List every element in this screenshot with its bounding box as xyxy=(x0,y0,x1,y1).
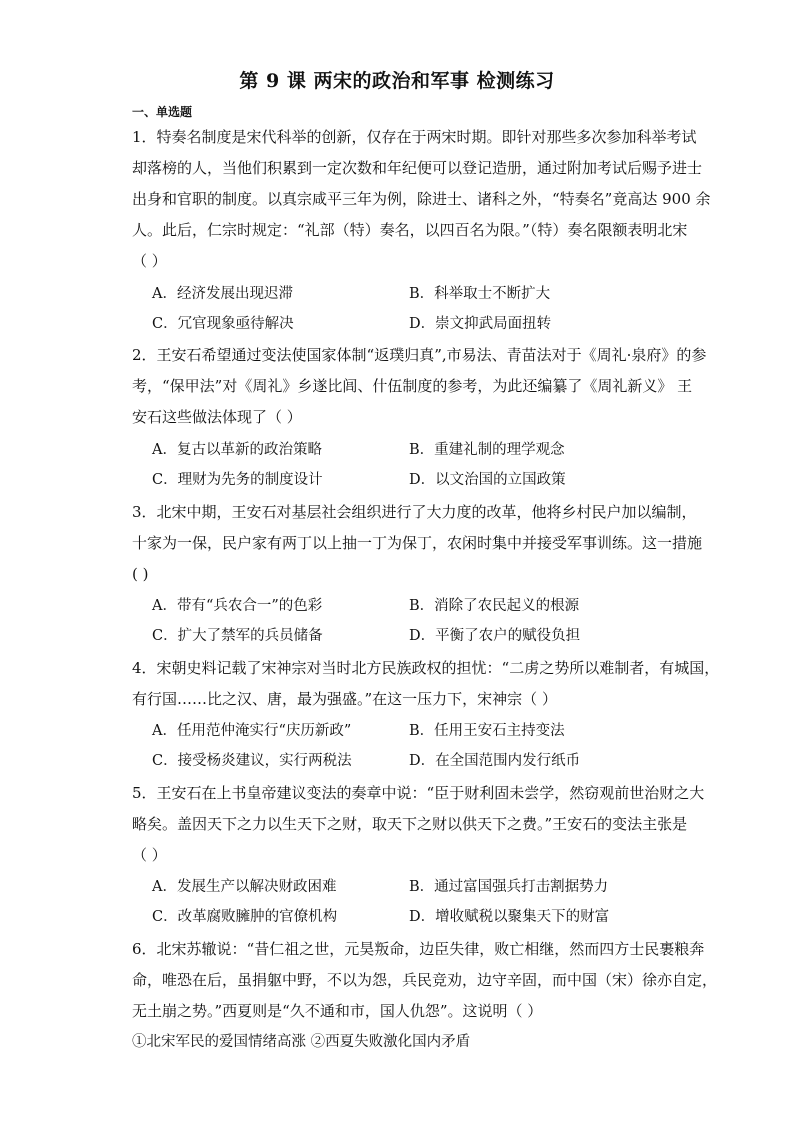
question-5-line: （ ） xyxy=(132,846,167,864)
question-2-line: 2．王安石希望通过变法使国家体制“返璞归真”,市易法、青苗法对于《周礼·泉府》的参 xyxy=(132,346,707,364)
q1-option-b: B．科举取士不断扩大 xyxy=(409,286,551,302)
question-5-line: 略矣。盖因天下之力以生天下之财，取天下之财以供天下之费。”王安石的变法主张是 xyxy=(132,815,688,833)
q2-option-d: D．以文治国的立国政策 xyxy=(409,472,566,488)
question-6-line: 6．北宋苏辙说：“昔仁祖之世，元昊叛命，边臣失律，败亡相继，然而四方士民裹粮奔 xyxy=(132,940,705,958)
question-1-line: 1．特奏名制度是宋代科举的创新，仅存在于两宋时期。即针对那些多次参加科举考试 xyxy=(132,128,697,146)
page-title: 第 9 课 两宋的政治和军事 检测练习 xyxy=(239,70,555,92)
q4-option-a: A．任用范仲淹实行“庆历新政” xyxy=(152,723,352,739)
q2-option-a: A．复古以革新的政治策略 xyxy=(152,442,322,458)
question-4-line: 有行国……比之汉、唐，最为强盛。”在这一压力下，宋神宗（ ） xyxy=(132,690,557,708)
q5-option-b: B．通过富国强兵打击割据势力 xyxy=(409,879,609,895)
q1-option-a: A．经济发展出现迟滞 xyxy=(152,286,293,302)
q1-option-c: C．冗官现象亟待解决 xyxy=(152,316,294,332)
q2-option-b: B．重建礼制的理学观念 xyxy=(409,442,565,458)
q4-option-c: C．接受杨炎建议，实行两税法 xyxy=(152,753,352,769)
question-6-line: 命，唯恐在后，虽捐躯中野，不以为怨，兵民竞劝，边守辛固，而中国（宋）徐亦自定， xyxy=(132,971,718,989)
question-3-line: 十家为一保，民户家有两丁以上抽一丁为保丁，农闲时集中并接受军事训练。这一措施 xyxy=(132,534,703,552)
q5-option-a: A．发展生产以解决财政困难 xyxy=(152,879,337,895)
q3-option-a: A．带有“兵农合一”的色彩 xyxy=(152,598,323,614)
section-heading: 一、单选题 xyxy=(132,105,193,119)
question-1-line: 人。此后，仁宗时规定：“礼部（特）奏名，以四百名为限。”（特）奏名限额表明北宋 xyxy=(132,221,688,239)
question-1-line: 出身和官职的制度。以真宗咸平三年为例，除进士、诸科之外，“特奏名”竟高达 900 余 xyxy=(132,190,711,208)
question-6-line: 无土崩之势。”西夏则是“久不通和市，国人仇怨”。这说明（ ） xyxy=(132,1002,543,1020)
q4-option-d: D．在全国范围内发行纸币 xyxy=(409,753,581,769)
question-3-line: ( ) xyxy=(132,565,149,583)
q4-option-b: B．任用王安石主持变法 xyxy=(409,723,565,739)
question-5-line: 5．王安石在上书皇帝建议变法的奏章中说：“臣于财利固未尝学，然窃观前世治财之大 xyxy=(132,784,705,802)
q5-option-c: C．改革腐败臃肿的官僚机构 xyxy=(152,909,338,925)
question-2-line: 安石这些做法体现了（ ） xyxy=(132,408,302,426)
q2-option-c: C．理财为先务的制度设计 xyxy=(152,472,323,488)
question-2-line: 考，“保甲法”对《周礼》乡遂比闾、什伍制度的参考，为此还编纂了《周礼新义》 王 xyxy=(132,377,693,395)
q3-option-c: C．扩大了禁军的兵员储备 xyxy=(152,628,323,644)
question-1-line: 却落榜的人，当他们积累到一定次数和年纪便可以登记造册，通过附加考试后赐予进士 xyxy=(132,159,703,177)
question-1-line: （ ） xyxy=(132,252,167,270)
question-4-line: 4．宋朝史料记载了宋神宗对当时北方民族政权的担忧：“二虏之势所以难制者，有城国， xyxy=(132,659,720,677)
q3-option-d: D．平衡了农户的赋役负担 xyxy=(409,628,581,644)
q5-option-d: D．增收赋税以聚集天下的财富 xyxy=(409,909,610,925)
q6-statement-items: ①北宋军民的爱国情绪高涨 ②西夏失败激化国内矛盾 xyxy=(132,1034,471,1050)
question-3-line: 3．北宋中期，王安石对基层社会组织进行了大力度的改革，他将乡村民户加以编制， xyxy=(132,503,697,521)
q3-option-b: B．消除了农民起义的根源 xyxy=(409,598,580,614)
q1-option-d: D．崇文抑武局面扭转 xyxy=(409,316,552,332)
